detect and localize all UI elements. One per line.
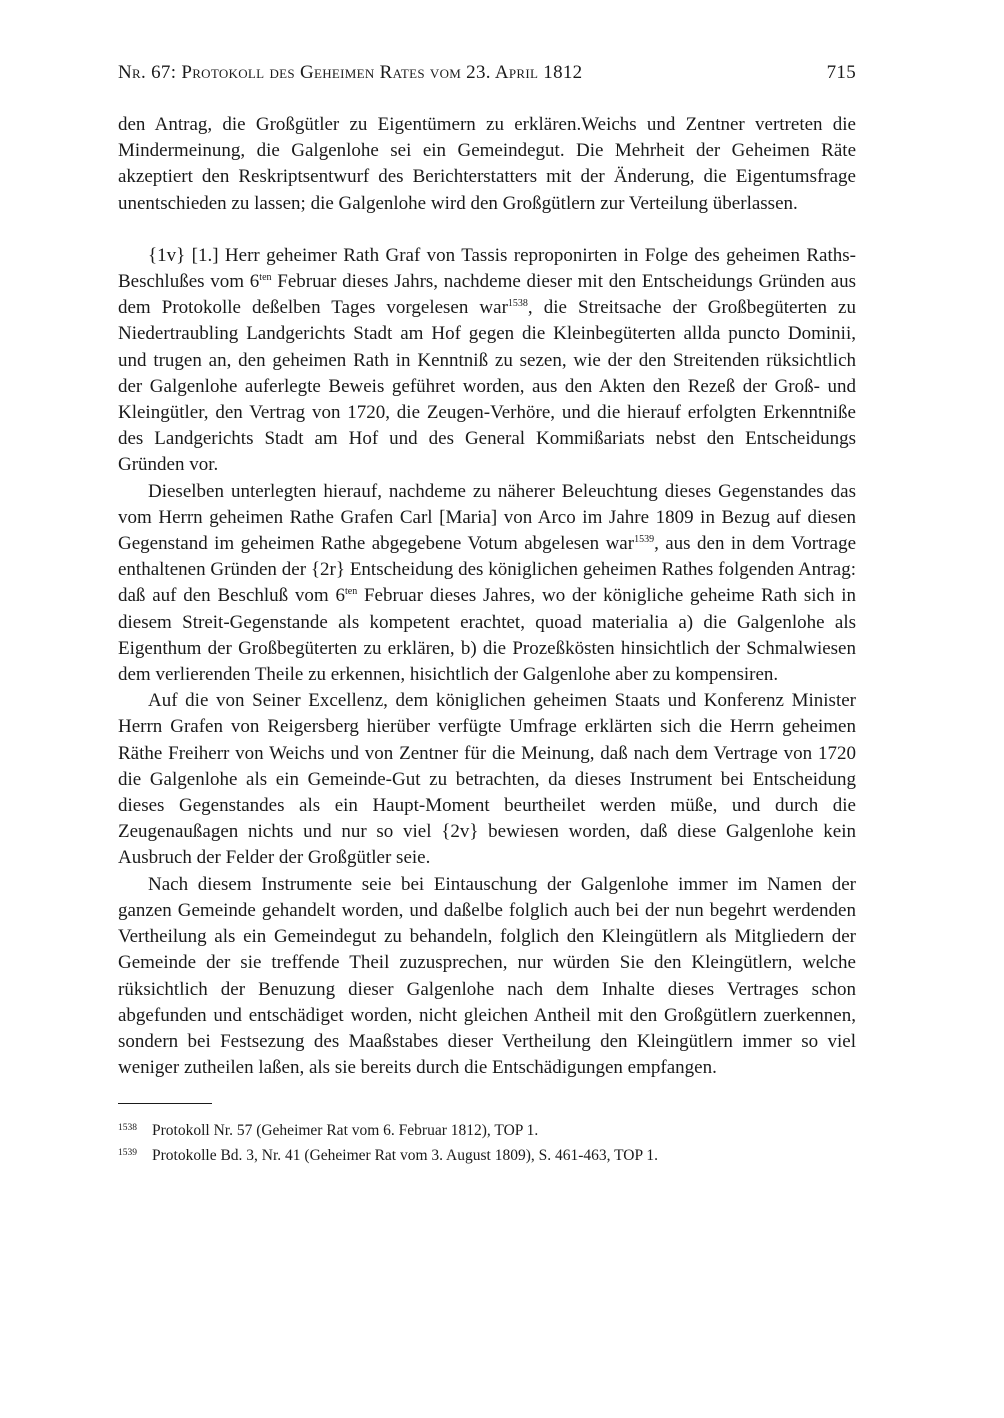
- body-text: [118, 112, 856, 1081]
- paragraph-1-text-b: Februar dieses Jahrs, nachdeme dieser mit den Entscheidungs Gründen aus dem Protokolle deßelben Tages vorgelesen war: [118, 271, 856, 319]
- running-head-title: Nr. 67: Protokoll des Geheimen Rates vom 23. April 1812: [118, 62, 583, 83]
- paragraph-2-text-c: Februar dieses Jahres, wo der königliche geheime Rath sich in diesem Streit-Gegenstande als kompetent erachtet, quoad materialia a) die Galgenlohe als Eigenthum der Großbegüterten zu erklären, b) die Prozeßkösten hinsichtlich der Schmalwiesen dem verlierenden Theile zu erkennen, hisichtlich der Galgenlohe aber zu kompensiren.: [118, 585, 856, 686]
- footnote-1538: [118, 1120, 856, 1142]
- footnote-number: 1539: [118, 1148, 137, 1159]
- paragraph-1: [118, 243, 856, 479]
- footnote-text: Protokoll Nr. 57 (Geheimer Rat vom 6. Februar 1812), TOP 1.: [152, 1122, 539, 1140]
- page-number: 715: [826, 62, 856, 83]
- footnote-1539: [118, 1145, 856, 1167]
- footnote-number: 1538: [118, 1123, 137, 1134]
- paragraph-4: Nach diesem Instrumente seie bei Eintauschung der Galgenlohe immer im Namen der ganzen Gemeinde gehandelt worden, und daßelbe folglich auch bei der nun begehrt werdenden Vertheilung als ein Gemeindegut zu behandeln, folglich den Kleingütlern als Mitgliedern der Gemeinde der sie treffende Theil zuzusprechen, nur würden Sie den Kleingütlern, welche rüksichtlich der Benuzung dieser Galgenlohe nach dem Inhalte dieses Vertrages schon abgefunden und entschädiget worden, nicht gleichen Antheil mit den Großgütlern zuerkennen, sondern bei Festsezung des Maaßstabes dieser Vertheilung den Kleingütlern immer so viel weniger zutheilen laßen, als sie bereits durch die Entschädigungen empfangen.: [118, 873, 856, 1079]
- footnote-divider: [118, 1103, 212, 1104]
- paragraph-1-text-c: , die Streitsache der Großbegüterten zu Niedertraubling Landgerichts Stadt am Hof gegen die Kleinbegüterten allda puncto Dominii, und trugen an, den geheimen Rath in Kenntniß zu sezen, wie der den Streitenden rüksichtlich der Galgenlohe auferlegte Beweis geführet worden, aus den Akten den Rezeß der Groß- und Kleingütler, den Vertrag von 1720, die Zeugen-Verhöre, und die hierauf erfolgten Erkenntniße des Landgerichts Stadt am Hof und des General Kommißariats nebst den Entscheidungs Gründen vor.: [118, 297, 856, 476]
- running-head: [118, 62, 856, 94]
- summary-paragraph: den Antrag, die Großgütler zu Eigentümern zu erklären.Weichs und Zentner vertreten die Mindermeinung, die Galgenlohe sei ein Gemeindegut. Die Mehrheit der Geheimen Räte akzeptiert den Reskriptsentwurf des Berichterstatters mit der Änderung, die Eigentumsfrage unentschieden zu lassen; die Galgenlohe wird den Großgütlern zur Verteilung überlassen.: [118, 114, 856, 214]
- paragraph-2-text-b: , aus den in dem Vortrage enthaltenen Gründen der {2r} Entscheidung des königlichen geheimen Rathes folgenden Antrag: daß auf den Beschluß vom 6: [118, 533, 856, 607]
- paragraph-2-text-a: Dieselben unterlegten hierauf, nachdeme zu näherer Beleuchtung dieses Gegenstandes das vom Herrn geheimen Rathe Grafen Carl [Maria] von Arco im Jahre 1809 in Bezug auf diesen Gegenstand im geheimen Rathe abgegebene Votum abgelesen war: [118, 480, 856, 555]
- paragraph-1-text-a: {1v} [1.] Herr geheimer Rath Graf von Tassis reproponirten in Folge des geheimen Raths-Beschlußes vom 6: [118, 244, 856, 293]
- footnote-ref-1538[interactable]: 1538: [507, 298, 528, 310]
- superscript-ten: ten: [344, 586, 358, 598]
- superscript-ten: ten: [259, 272, 272, 284]
- footnotes: [118, 1120, 856, 1167]
- document-page: [118, 62, 856, 1170]
- footnote-ref-1539[interactable]: 1539: [634, 534, 655, 546]
- footnote-text: Protokolle Bd. 3, Nr. 41 (Geheimer Rat vom 3. August 1809), S. 461-463, TOP 1.: [152, 1147, 659, 1165]
- paragraph-3: Auf die von Seiner Excellenz, dem königlichen geheimen Staats und Konferenz Minister Herrn Grafen von Reigersberg hierüber verfügte Umfrage erklärten sich die Herrn geheimen Räthe Freiherr von Weichs und von Zentner für die Meinung, daß nach dem Vertrage von 1720 die Galgenlohe als ein Gemeinde-Gut zu betrachten, da dieses Instrument bei Entscheidung dieses Gegenstandes als ein Haupt-Moment beurtheilet werden müße, und durch die Zeugenaußagen nichts und nur so viel {2v} bewiesen worden, daß diese Galgenlohe kein Ausbruch der Felder der Großgütler seie.: [118, 690, 856, 869]
- paragraph-2: [118, 479, 856, 689]
